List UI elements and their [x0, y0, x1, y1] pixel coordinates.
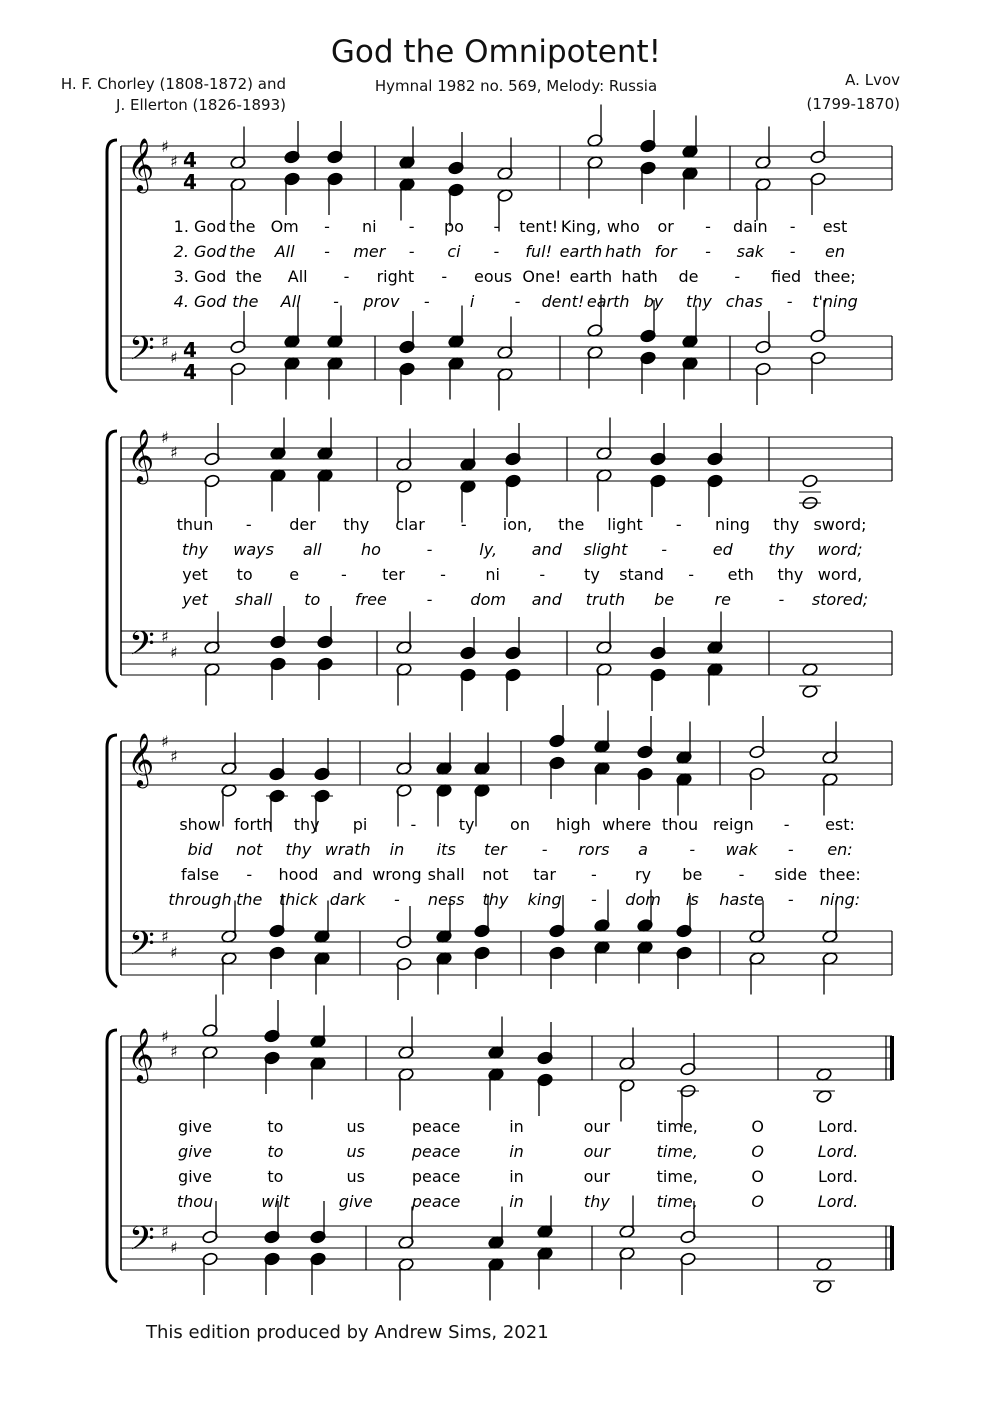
- lyric-syllable: thy: [685, 292, 712, 311]
- lyric-syllable: -: [394, 890, 400, 909]
- lyric-syllable: reign: [712, 815, 754, 834]
- lyric-syllable: thick: [279, 890, 318, 909]
- lyric-syllable: 3. God: [173, 267, 227, 286]
- lyric-syllable: Om: [270, 217, 299, 236]
- lyric-syllable: sak: [736, 242, 765, 261]
- lyric-syllable: pi: [352, 815, 368, 834]
- lyric-syllable: time,: [656, 1167, 698, 1186]
- lyric-syllable: -: [410, 815, 417, 834]
- lyric-syllable: po: [444, 217, 464, 236]
- lyric-syllable: forth: [234, 815, 273, 834]
- verse-line: [182, 565, 862, 584]
- lyric-syllable: -: [705, 242, 711, 261]
- treble-staff: [121, 995, 892, 1128]
- verse-line: [188, 840, 853, 859]
- lyric-syllable: give: [178, 1167, 212, 1186]
- verse-line: [178, 1167, 858, 1186]
- lyric-syllable: hood: [278, 865, 319, 884]
- lyric-syllable: t'ning: [812, 292, 858, 311]
- verse-line: [178, 1117, 858, 1136]
- key-sharp-icon: ♯: [170, 643, 178, 662]
- lyric-syllable: -: [705, 217, 711, 236]
- lyric-syllable: Lord.: [817, 1192, 859, 1211]
- lyric-syllable: All: [287, 267, 308, 286]
- treble-clef-icon: 𝄞: [127, 1027, 155, 1081]
- lyric-syllable: ning: [715, 515, 750, 534]
- lyric-syllable: yet: [182, 590, 208, 609]
- key-sharp-icon: ♯: [170, 152, 178, 171]
- key-sharp-icon: ♯: [161, 927, 169, 946]
- lyric-syllable: and: [531, 540, 562, 559]
- lyric-syllable: the: [236, 890, 263, 909]
- lyric-syllable: -: [675, 515, 682, 534]
- lyric-syllable: ci: [447, 242, 461, 261]
- lyric-syllable: -: [786, 292, 793, 311]
- lyric-syllable: us: [346, 1142, 365, 1161]
- lyric-syllable: is: [685, 890, 699, 909]
- lyric-syllable: ter: [382, 565, 405, 584]
- lyric-syllable: thee:: [819, 865, 861, 884]
- lyric-syllable: us: [346, 1117, 365, 1136]
- lyric-syllable: wrath: [324, 840, 371, 859]
- lyric-syllable: right: [376, 267, 415, 286]
- lyric-syllable: All: [280, 292, 301, 311]
- lyric-syllable: dain: [733, 217, 768, 236]
- lyric-syllable: in: [389, 840, 405, 859]
- lyric-syllable: side: [774, 865, 808, 884]
- score-system: [107, 705, 892, 1000]
- lyric-syllable: its: [436, 840, 456, 859]
- lyric-syllable: false: [180, 865, 220, 884]
- lyric-syllable: ho: [360, 540, 381, 559]
- lyric-syllable: 4. God: [173, 292, 227, 311]
- lyric-syllable: through: [168, 890, 232, 909]
- key-sharp-icon: ♯: [161, 732, 169, 751]
- key-sharp-icon: ♯: [161, 137, 169, 156]
- key-sharp-icon: ♯: [170, 1042, 178, 1061]
- key-sharp-icon: ♯: [161, 627, 169, 646]
- lyric-syllable: eous: [474, 267, 513, 286]
- lyric-syllable: ful!: [525, 242, 552, 261]
- system-bracket-icon: [107, 140, 117, 392]
- lyric-syllable: stored;: [811, 590, 869, 609]
- composer-dates: (1799-1870): [806, 95, 900, 113]
- lyric-syllable: thy: [343, 515, 370, 534]
- verse-line: [182, 540, 862, 559]
- lyric-syllable: thun: [176, 515, 214, 534]
- lyric-syllable: -: [426, 540, 433, 559]
- lyric-syllable: i: [469, 292, 475, 311]
- lyric-syllable: not: [236, 840, 263, 859]
- bass-staff: [121, 606, 892, 711]
- lyric-syllable: wak: [725, 840, 758, 859]
- treble-clef-icon: 𝄞: [127, 137, 155, 191]
- lyric-syllable: give: [338, 1192, 373, 1211]
- lyric-syllable: free: [354, 590, 387, 609]
- key-sharp-icon: ♯: [161, 428, 169, 447]
- time-signature-bottom: 4: [183, 360, 197, 384]
- lyric-syllable: to: [267, 1142, 284, 1161]
- lyric-syllable: ning:: [819, 890, 861, 909]
- lyric-syllable: the: [235, 267, 262, 286]
- lyric-syllable: hath: [605, 242, 642, 261]
- lyric-syllable: -: [541, 840, 548, 859]
- verse-line: [181, 865, 861, 884]
- lyric-syllable: word;: [817, 540, 863, 559]
- lyric-syllable: haste: [719, 890, 764, 909]
- lyric-syllable: stand: [619, 565, 664, 584]
- lyric-syllable: ness: [427, 890, 465, 909]
- lyric-syllable: ways: [233, 540, 274, 559]
- lyric-syllable: -: [324, 217, 330, 236]
- verse-line: [174, 242, 845, 261]
- note-head: [816, 1089, 833, 1103]
- lyric-syllable: en: [825, 242, 845, 261]
- lyric-syllable: -: [460, 515, 467, 534]
- lyric-syllable: est: [822, 217, 848, 236]
- key-sharp-icon: ♯: [170, 943, 178, 962]
- system-bracket-icon: [107, 1030, 117, 1282]
- lyric-syllable: earth: [586, 292, 630, 311]
- lyric-syllable: eth: [727, 565, 754, 584]
- lyric-syllable: -: [778, 590, 785, 609]
- verse-line: [168, 890, 860, 909]
- system-bracket-icon: [107, 431, 117, 687]
- lyric-syllable: wrong: [372, 865, 422, 884]
- lyric-syllable: e: [289, 565, 300, 584]
- key-sharp-icon: ♯: [170, 1238, 178, 1257]
- lyric-syllable: sword;: [813, 515, 867, 534]
- score-system: [107, 105, 892, 411]
- edition-credit: This edition produced by Andrew Sims, 2021: [146, 1322, 549, 1343]
- lyric-syllable: where: [602, 815, 652, 834]
- lyric-syllable: a: [638, 840, 648, 859]
- lyric-syllable: -: [539, 565, 546, 584]
- bass-staff: [121, 295, 892, 411]
- lyric-syllable: -: [324, 242, 330, 261]
- bass-clef-icon: 𝄢: [129, 625, 155, 671]
- lyric-syllable: dent!: [541, 292, 585, 311]
- lyric-syllable: our: [583, 1142, 611, 1161]
- lyric-syllable: us: [346, 1167, 365, 1186]
- lyric-syllable: Lord.: [818, 1167, 858, 1186]
- lyric-syllable: thy: [482, 890, 509, 909]
- key-sharp-icon: ♯: [161, 1027, 169, 1046]
- lyric-syllable: -: [493, 217, 500, 236]
- key-sharp-icon: ♯: [170, 747, 178, 766]
- hymnal-source: Hymnal 1982 no. 569, Melody: Russia: [374, 77, 658, 95]
- lyric-syllable: One!: [522, 267, 562, 286]
- lyric-syllable: all: [302, 540, 322, 559]
- lyric-syllable: thy: [285, 840, 312, 859]
- verse-line: [178, 1142, 858, 1161]
- lyric-syllable: light: [607, 515, 643, 534]
- lyric-syllable: to: [267, 1117, 284, 1136]
- lyric-syllable: ry: [635, 865, 652, 884]
- treble-staff: [121, 418, 892, 523]
- bass-clef-icon: 𝄢: [129, 330, 155, 376]
- lyric-syllable: Lord.: [817, 1142, 859, 1161]
- lyric-syllable: thee;: [814, 267, 856, 286]
- lyric-syllable: der: [289, 515, 316, 534]
- lyric-syllable: thou: [661, 815, 699, 834]
- lyric-syllable: -: [408, 217, 415, 236]
- lyric-syllable: to: [267, 1167, 284, 1186]
- lyrics-block: [177, 1117, 858, 1211]
- note-head: [816, 1067, 833, 1081]
- lyric-syllable: time,: [656, 1192, 698, 1211]
- lyric-syllable: thy: [773, 515, 800, 534]
- lyric-syllable: O: [751, 1167, 764, 1186]
- lyric-syllable: the: [232, 292, 259, 311]
- key-sharp-icon: ♯: [161, 332, 169, 351]
- verse-line: [174, 217, 848, 236]
- lyric-syllable: O: [751, 1117, 764, 1136]
- lyric-syllable: in: [509, 1142, 524, 1161]
- hymn-title: God the Omnipotent!: [330, 34, 662, 70]
- lyric-syllable: bid: [187, 840, 213, 859]
- author-line-2: J. Ellerton (1826-1893): [116, 96, 286, 114]
- key-sharp-icon: ♯: [170, 348, 178, 367]
- lyric-syllable: the: [558, 515, 585, 534]
- lyric-syllable: shall: [427, 865, 465, 884]
- composer-name: A. Lvov: [845, 71, 900, 89]
- key-sharp-icon: ♯: [170, 443, 178, 462]
- lyric-syllable: fied: [771, 267, 802, 286]
- lyric-syllable: to: [236, 565, 253, 584]
- lyric-syllable: or: [657, 217, 674, 236]
- time-signature-top: 4: [183, 338, 197, 362]
- note-head: [816, 1279, 833, 1293]
- lyric-syllable: -: [246, 865, 253, 884]
- lyric-syllable: ty: [584, 565, 600, 584]
- lyric-syllable: de: [678, 267, 699, 286]
- lyric-syllable: be: [682, 865, 703, 884]
- lyric-syllable: thy: [182, 540, 208, 559]
- lyric-syllable: be: [654, 590, 675, 609]
- verse-line: [179, 815, 855, 834]
- lyric-syllable: dark: [329, 890, 366, 909]
- lyric-syllable: truth: [585, 590, 626, 609]
- lyric-syllable: and: [531, 590, 562, 609]
- author-line-1: H. F. Chorley (1808-1872) and: [60, 75, 286, 93]
- verse-line: [177, 1192, 858, 1211]
- lyric-syllable: slight: [583, 540, 628, 559]
- lyric-syllable: thy: [583, 1192, 610, 1211]
- lyric-syllable: the: [229, 242, 256, 261]
- lyric-syllable: wilt: [261, 1192, 290, 1211]
- lyric-syllable: rors: [578, 840, 610, 859]
- lyric-syllable: ni: [485, 565, 500, 584]
- lyric-syllable: in: [509, 1192, 524, 1211]
- lyric-syllable: -: [783, 815, 790, 834]
- lyric-syllable: -: [340, 565, 347, 584]
- lyric-syllable: thy: [293, 815, 320, 834]
- bass-clef-icon: 𝄢: [129, 925, 155, 971]
- lyric-syllable: and: [332, 865, 363, 884]
- note-head: [802, 474, 819, 488]
- lyric-syllable: for: [654, 242, 677, 261]
- lyric-syllable: -: [440, 565, 446, 584]
- lyric-syllable: 2. God: [173, 242, 227, 261]
- lyric-syllable: O: [751, 1142, 764, 1161]
- lyric-syllable: -: [333, 292, 339, 311]
- lyric-syllable: -: [787, 890, 794, 909]
- lyric-syllable: ni: [362, 217, 377, 236]
- lyric-syllable: on: [510, 815, 530, 834]
- lyric-syllable: king: [527, 890, 562, 909]
- lyric-syllable: peace: [411, 1142, 461, 1161]
- lyric-syllable: -: [343, 267, 350, 286]
- lyric-syllable: earth: [569, 267, 613, 286]
- lyric-syllable: re: [714, 590, 731, 609]
- lyric-syllable: give: [178, 1142, 212, 1161]
- lyric-syllable: thou: [176, 1192, 214, 1211]
- lyric-syllable: peace: [411, 1117, 461, 1136]
- lyric-syllable: thy: [768, 540, 795, 559]
- system-bracket-icon: [107, 735, 117, 987]
- bass-staff: [121, 1196, 892, 1301]
- key-sharp-icon: ♯: [161, 1222, 169, 1241]
- lyric-syllable: -: [661, 540, 667, 559]
- lyric-syllable: word,: [817, 565, 863, 584]
- lyric-syllable: tent!: [519, 217, 559, 236]
- treble-staff: [121, 705, 892, 832]
- lyric-syllable: ed: [712, 540, 733, 559]
- treble-staff: [121, 105, 892, 232]
- lyric-syllable: not: [482, 865, 509, 884]
- lyric-syllable: give: [178, 1117, 212, 1136]
- score-system: [107, 418, 892, 712]
- lyric-syllable: who: [606, 217, 640, 236]
- lyric-syllable: King,: [560, 217, 602, 236]
- lyric-syllable: time,: [656, 1117, 698, 1136]
- lyric-syllable: -: [493, 242, 500, 261]
- lyric-syllable: -: [787, 840, 794, 859]
- lyric-syllable: high: [555, 815, 591, 834]
- note-head: [802, 662, 819, 676]
- lyric-syllable: -: [590, 890, 597, 909]
- lyric-syllable: our: [583, 1117, 611, 1136]
- lyric-syllable: -: [408, 242, 415, 261]
- lyric-syllable: peace: [411, 1167, 461, 1186]
- verse-line: [174, 267, 856, 286]
- lyric-syllable: -: [738, 865, 745, 884]
- lyric-syllable: -: [245, 515, 252, 534]
- lyrics-block: [174, 217, 858, 311]
- lyric-syllable: ty: [458, 815, 475, 834]
- lyric-syllable: dom: [625, 890, 661, 909]
- time-signature-top: 4: [183, 148, 197, 172]
- lyric-syllable: in: [509, 1167, 524, 1186]
- lyric-syllable: ter: [484, 840, 507, 859]
- lyric-syllable: clar: [395, 515, 425, 534]
- treble-clef-icon: 𝄞: [127, 732, 155, 786]
- lyric-syllable: mer: [353, 242, 386, 261]
- lyric-syllable: -: [734, 267, 741, 286]
- lyric-syllable: shall: [235, 590, 273, 609]
- verse-line: [174, 292, 858, 311]
- lyric-syllable: -: [423, 292, 430, 311]
- lyric-syllable: ion,: [502, 515, 533, 534]
- lyric-syllable: O: [751, 1192, 764, 1211]
- lyric-syllable: -: [689, 840, 696, 859]
- lyric-syllable: en:: [827, 840, 853, 859]
- lyric-syllable: peace: [411, 1192, 461, 1211]
- note-head: [802, 684, 819, 698]
- lyrics-block: [177, 515, 869, 609]
- lyric-syllable: ly,: [479, 540, 498, 559]
- lyric-syllable: yet: [182, 565, 208, 584]
- bass-clef-icon: 𝄢: [129, 1220, 155, 1266]
- lyric-syllable: in: [509, 1117, 524, 1136]
- lyric-syllable: -: [441, 267, 448, 286]
- lyric-syllable: the: [229, 217, 256, 236]
- lyric-syllable: hath: [621, 267, 658, 286]
- lyric-syllable: -: [789, 217, 796, 236]
- lyric-syllable: All: [274, 242, 295, 261]
- verse-line: [177, 515, 867, 534]
- lyric-syllable: -: [514, 292, 521, 311]
- lyric-syllable: our: [583, 1167, 611, 1186]
- note-head: [816, 1257, 833, 1271]
- lyric-syllable: by: [643, 292, 664, 311]
- lyric-syllable: 1. God: [173, 217, 227, 236]
- lyric-syllable: earth: [559, 242, 603, 261]
- score-system: [107, 995, 892, 1301]
- lyric-syllable: thy: [777, 565, 804, 584]
- lyric-syllable: -: [688, 565, 695, 584]
- lyric-syllable: prov: [363, 292, 400, 311]
- time-signature-bottom: 4: [183, 170, 197, 194]
- lyric-syllable: show: [179, 815, 221, 834]
- lyric-syllable: tar: [533, 865, 556, 884]
- lyric-syllable: time,: [656, 1142, 698, 1161]
- lyric-syllable: est:: [825, 815, 855, 834]
- lyric-syllable: -: [590, 865, 597, 884]
- lyrics-block: [168, 815, 860, 909]
- lyric-syllable: Lord.: [818, 1117, 858, 1136]
- lyric-syllable: to: [304, 590, 321, 609]
- lyric-syllable: -: [426, 590, 433, 609]
- treble-clef-icon: 𝄞: [127, 428, 155, 482]
- lyric-syllable: chas: [725, 292, 763, 311]
- lyric-syllable: dom: [470, 590, 506, 609]
- lyric-syllable: -: [789, 242, 796, 261]
